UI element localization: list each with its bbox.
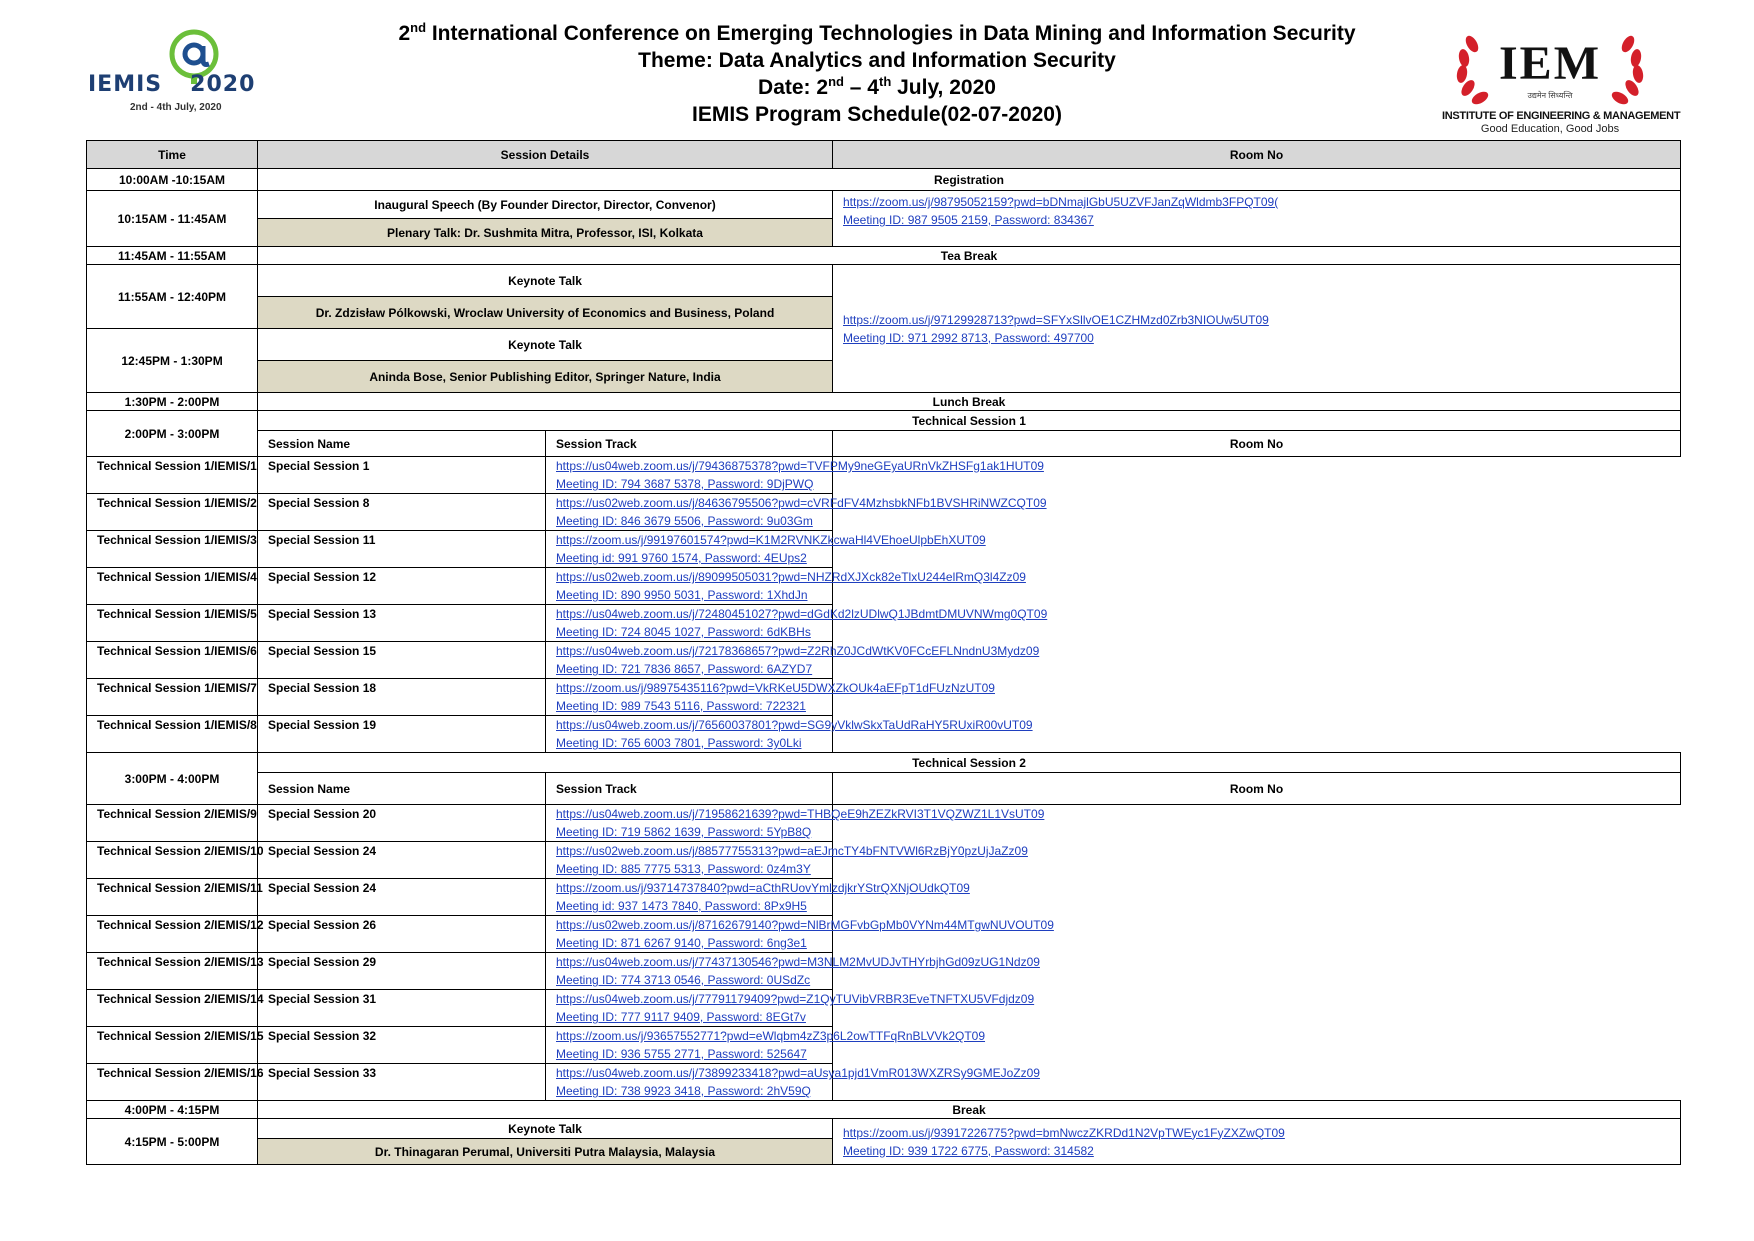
keynote1-title-row [87,265,1681,297]
iem-tagline: Good Education, Good Jobs [1480,123,1620,135]
zoom-link[interactable]: https://us04web.zoom.us/j/72480451027?pwd=dGdKd2lzUDlwQ1JBdmtDMUVNWmg0QT09 [556,607,1048,621]
meeting-info: Meeting ID: 936 5755 2771, Password: 525647 [556,1047,807,1061]
header-time: Time [87,141,258,169]
session-row [87,494,1681,531]
conference-title: 2nd International Conference on Emerging Technologies in Data Mining and Information Security [398,20,1356,45]
session-row [87,990,1681,1027]
session-track: Special Session 26 [258,916,546,953]
meeting-info: Meeting ID: 846 3679 5506, Password: 9u03Gm [556,514,813,528]
zoom-link[interactable]: https://us04web.zoom.us/j/73899233418?pwd=aUsya1pjd1VmR013WXZRSy9GMEJoZz09 [556,1066,1040,1080]
zoom-link[interactable]: https://us04web.zoom.us/j/77437130546?pwd=M3NLM2MvUDJvTHYrbjhGd09zUG1Ndz09 [556,955,1040,969]
session-row [87,568,1681,605]
keynote3-room [833,1119,1681,1165]
iem-hindi-motto: उद्यमेन सिध्यन्ति [1527,91,1573,100]
session-name: Technical Session 2/IEMIS/11 [87,879,258,916]
session-row [87,916,1681,953]
session-room [546,642,1040,679]
time-cell: 4:15PM - 5:00PM [87,1119,258,1165]
session-name: Technical Session 2/IEMIS/12 [87,916,258,953]
zoom-link[interactable]: https://us02web.zoom.us/j/87162679140?pwd=NlBrMGFvbGpMb0VYNm44MTgwNUVOUT09 [556,918,1054,932]
ts1-rows [87,457,1681,753]
keynote2-title: Keynote Talk [258,329,833,361]
session-name: Technical Session 1/IEMIS/8 [87,716,258,753]
session-room [546,805,1045,842]
session-row [87,531,1681,568]
schedule-title: IEMIS Program Schedule(02-07-2020) [692,103,1062,126]
keynote3-title-row [87,1119,1681,1139]
registration-label: Registration [258,169,1681,191]
time-cell: 12:45PM - 1:30PM [87,329,258,393]
tea-break-label: Tea Break [258,247,1681,265]
theme-line: Theme: Data Analytics and Information Security [638,49,1116,72]
meeting-info: Meeting ID: 721 7836 8657, Password: 6AZYD7 [556,662,813,676]
keynote1-speaker: Dr. Zdzisław Pólkowski, Wroclaw University of Economics and Business, Poland [258,297,833,329]
ts2-rows [87,805,1681,1101]
session-row [87,642,1681,679]
zoom-link[interactable]: https://us04web.zoom.us/j/72178368657?pwd=Z2RhZ0JCdWtKV0FCcEFLNndnU3Mydz09 [556,644,1040,658]
time-cell: 10:00AM -10:15AM [87,169,258,191]
ts2-col-room-no: Room No [833,773,1681,805]
session-track: Special Session 33 [258,1064,546,1101]
session-track: Special Session 19 [258,716,546,753]
session-name: Technical Session 2/IEMIS/14 [87,990,258,1027]
session-row [87,605,1681,642]
session-name: Technical Session 1/IEMIS/2 [87,494,258,531]
ts2-subheader-row [87,773,1681,805]
session-name: Technical Session 2/IEMIS/13 [87,953,258,990]
meeting-info: Meeting id: 937 1473 7840, Password: 8Px9H5 [556,899,807,913]
session-room [546,457,1044,494]
session-room [546,990,1035,1027]
session-room [546,1064,1040,1101]
zoom-link[interactable]: https://zoom.us/j/98795052159?pwd=bDNmajlGbU5UZVFJanZqWldmb3FPQT09( [843,195,1279,209]
session-name: Technical Session 2/IEMIS/15 [87,1027,258,1064]
iemis-logo-brand: IEMIS [88,72,163,97]
zoom-link[interactable]: https://zoom.us/j/93714737840?pwd=aCthRUovYmlzdjkrYStrQXNjOUdkQT09 [556,881,970,895]
meeting-info: Meeting ID: 794 3687 5378, Password: 9DjPWQ [556,477,814,491]
session-track: Special Session 1 [258,457,546,494]
registration-row [87,169,1681,191]
session-name: Technical Session 1/IEMIS/7 [87,679,258,716]
zoom-link[interactable]: https://us02web.zoom.us/j/88577755313?pwd=aEJmcTY4bFNTVWl6RzBjY0pzUjJaZz09 [556,844,1028,858]
session-room [546,916,1054,953]
session-row [87,953,1681,990]
break-row [87,1101,1681,1119]
meeting-info: Meeting ID: 719 5862 1639, Password: 5YpB8Q [556,825,812,839]
session-name: Technical Session 2/IEMIS/16 [87,1064,258,1101]
session-name: Technical Session 1/IEMIS/3 [87,531,258,568]
meeting-info: Meeting ID: 777 9117 9409, Password: 8EGt7v [556,1010,806,1024]
session-row [87,457,1681,494]
ts1-col-session-track: Session Track [546,431,833,457]
zoom-link[interactable]: https://us04web.zoom.us/j/76560037801?pwd=SG9yVklwSkxTaUdRaHY5RUxiR00vUT09 [556,718,1033,732]
meeting-info: Meeting ID: 738 9923 3418, Password: 2hV59Q [556,1084,811,1098]
meeting-info: Meeting ID: 774 3713 0546, Password: 0USdZc [556,973,811,987]
session-row [87,1064,1681,1101]
session-row [87,879,1681,916]
session-track: Special Session 24 [258,879,546,916]
keynote3-speaker: Dr. Thinagaran Perumal, Universiti Putra Malaysia, Malaysia [258,1139,833,1165]
session-track: Special Session 15 [258,642,546,679]
session-name: Technical Session 1/IEMIS/5 [87,605,258,642]
meeting-info: Meeting ID: 890 9950 5031, Password: 1XhdJn [556,588,808,602]
session-track: Special Session 29 [258,953,546,990]
session-room [546,568,1026,605]
break-label: Break [258,1101,1681,1119]
session-row [87,805,1681,842]
session-name: Technical Session 2/IEMIS/10 [87,842,258,879]
meeting-info: Meeting ID: 871 6267 9140, Password: 6ng3e1 [556,936,807,950]
session-track: Special Session 8 [258,494,546,531]
zoom-link[interactable]: https://us04web.zoom.us/j/79436875378?pwd=TVFPMy9neGEyaURnVkZHSFg1ak1HUT09 [556,459,1044,473]
meeting-info: Meeting ID: 765 6003 7801, Password: 3y0Lki [556,736,802,750]
plenary-talk: Plenary Talk: Dr. Sushmita Mitra, Professor, ISI, Kolkata [258,219,833,247]
iemis-logo-dates: 2nd - 4th July, 2020 [130,102,222,113]
session-room [546,1027,986,1064]
meeting-info: Meeting id: 991 9760 1574, Password: 4EUps2 [556,551,807,565]
session-track: Special Session 31 [258,990,546,1027]
session-row [87,1027,1681,1064]
time-cell: 11:45AM - 11:55AM [87,247,258,265]
zoom-link[interactable]: https://us02web.zoom.us/j/89099505031?pwd=NHZRdXJXck82eTlxU244elRmQ3l4Zz09 [556,570,1026,584]
inaugural-row [87,191,1681,219]
session-name: Technical Session 1/IEMIS/1 [87,457,258,494]
session-track: Special Session 32 [258,1027,546,1064]
session-room [546,494,1047,531]
zoom-link[interactable]: https://zoom.us/j/93657552771?pwd=eWlqbm4zZ3p6L2owTTFqRnBLVVk2QT09 [556,1029,986,1043]
keynote-room [833,265,1681,393]
session-row [87,679,1681,716]
header-room-no: Room No [833,141,1681,169]
session-row [87,842,1681,879]
ts1-subheader-row [87,431,1681,457]
time-cell: 11:55AM - 12:40PM [87,265,258,329]
meeting-info: Meeting ID: 987 9505 2159, Password: 834367 [843,213,1094,227]
zoom-link[interactable]: https://us02web.zoom.us/j/84636795506?pwd=cVRFdFV4MzhsbkNFb1BVSHRiNWZCQT09 [556,496,1047,510]
session-room [546,716,1033,753]
session-track: Special Session 13 [258,605,546,642]
time-cell: 10:15AM - 11:45AM [87,191,258,247]
session-track: Special Session 20 [258,805,546,842]
date-line: Date: 2nd – 4th July, 2020 [758,74,996,99]
zoom-link[interactable]: https://zoom.us/j/99197601574?pwd=K1M2RVNKZkcwaHl4VEhoeUlpbEhXUT09 [556,533,986,547]
iem-institute-name: INSTITUTE OF ENGINEERING & MANAGEMENT [1442,110,1681,122]
time-cell: 1:30PM - 2:00PM [87,393,258,411]
session-track: Special Session 18 [258,679,546,716]
header-session-details: Session Details [258,141,833,169]
zoom-link[interactable]: https://us04web.zoom.us/j/77791179409?pwd=Z1QyTUVibVRBR3EveTNFTXU5VFdjdz09 [556,992,1035,1006]
table-header-row [87,141,1681,169]
lunch-break-label: Lunch Break [258,393,1681,411]
session-room [546,679,995,716]
ts1-title-row [87,411,1681,431]
keynote2-speaker: Aninda Bose, Senior Publishing Editor, Springer Nature, India [258,361,833,393]
zoom-link[interactable]: https://zoom.us/j/97129928713?pwd=SFYxSllvOE1CZHMzd0Zrb3NIOUw5UT09 [843,312,1269,327]
session-name: Technical Session 1/IEMIS/6 [87,642,258,679]
time-cell: 4:00PM - 4:15PM [87,1101,258,1119]
keynote1-title: Keynote Talk [258,265,833,297]
meeting-info: Meeting ID: 885 7775 5313, Password: 0z4m3Y [556,862,811,876]
iemis-logo-year: 2020 [190,72,256,97]
session-room [546,605,1048,642]
session-room [546,879,970,916]
lunch-break-row [87,393,1681,411]
zoom-link[interactable]: https://zoom.us/j/93917226775?pwd=bmNwczZKRDd1N2VpTWEyc1FyZXZwQT09 [843,1125,1285,1140]
inaugural-speech: Inaugural Speech (By Founder Director, Director, Convenor) [258,191,833,219]
meeting-info: Meeting ID: 971 2992 8713, Password: 497700 [843,330,1094,345]
meeting-info: Meeting ID: 939 1722 6775, Password: 314582 [843,1143,1094,1158]
zoom-link[interactable]: https://zoom.us/j/98975435116?pwd=VkRKeU5DWXZkOUk4aEFpT1dFUzNzUT09 [556,681,995,695]
tea-break-row [87,247,1681,265]
session-name: Technical Session 1/IEMIS/4 [87,568,258,605]
session-row [87,716,1681,753]
iem-logo [1442,30,1681,136]
time-cell: 3:00PM - 4:00PM [87,753,258,805]
session-name: Technical Session 2/IEMIS/9 [87,805,258,842]
ts2-title-row [87,753,1681,773]
keynote3-title: Keynote Talk [258,1119,833,1139]
iem-logo-text: IEM [1499,37,1601,90]
session-track: Special Session 11 [258,531,546,568]
session-room [546,953,1040,990]
ts2-col-session-name: Session Name [258,773,546,805]
zoom-link[interactable]: https://us04web.zoom.us/j/71958621639?pwd=THBQeE9hZEZkRVI3T1VQZWZ1L1VsUT09 [556,807,1045,821]
ts1-col-room-no: Room No [833,431,1681,457]
time-cell: 2:00PM - 3:00PM [87,411,258,457]
meeting-info: Meeting ID: 989 7543 5116, Password: 722321 [556,699,806,713]
ts1-title: Technical Session 1 [258,411,1681,431]
session-track: Special Session 12 [258,568,546,605]
session-room [546,531,986,568]
meeting-info: Meeting ID: 724 8045 1027, Password: 6dKBHs [556,625,811,639]
session-room [546,842,1028,879]
ts1-col-session-name: Session Name [258,431,546,457]
ts2-col-session-track: Session Track [546,773,833,805]
schedule-table [86,140,1681,1165]
session-track: Special Session 24 [258,842,546,879]
ts2-title: Technical Session 2 [258,753,1681,773]
inaugural-room [833,191,1681,247]
